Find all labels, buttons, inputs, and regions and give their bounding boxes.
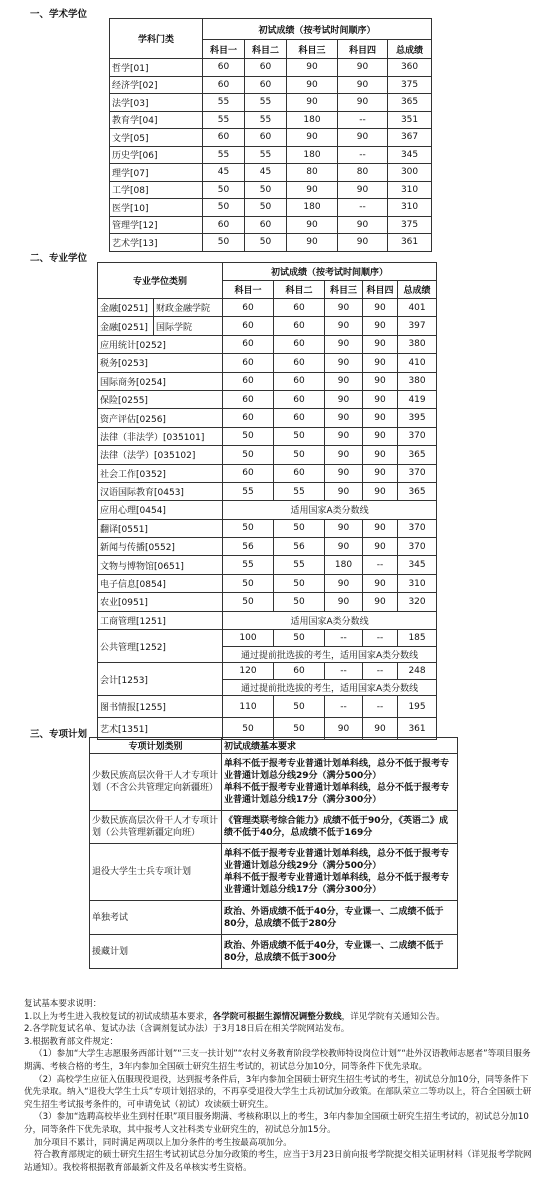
- score-cell: 361: [388, 234, 432, 252]
- header-requirement: 初试成绩基本要求: [222, 738, 458, 754]
- requirement-line: 单科不低于报考专业普通计划单科线，总分不低于报考专业普通计划总分线17分（满分300分）: [224, 783, 450, 805]
- category-cell: 会计[1253]: [98, 663, 223, 696]
- score-cell: 351: [388, 111, 432, 129]
- score-cell: 90: [325, 409, 363, 427]
- score-cell: 90: [363, 446, 398, 464]
- score-cell: 80: [287, 164, 338, 182]
- score-cell: 50: [245, 181, 287, 199]
- score-cell: 90: [363, 482, 398, 500]
- table-row: [90, 811, 458, 844]
- score-cell: 90: [325, 464, 363, 482]
- score-cell: 90: [338, 94, 388, 112]
- score-cell: 60: [223, 409, 274, 427]
- score-cell: 50: [274, 574, 325, 592]
- score-cell: 50: [223, 427, 274, 445]
- score-cell: --: [363, 663, 398, 680]
- score-cell: 50: [203, 181, 245, 199]
- score-note-cell: 适用国家A类分数线: [223, 611, 437, 629]
- score-cell: 50: [274, 446, 325, 464]
- score-cell: 90: [363, 354, 398, 372]
- score-cell: 60: [274, 317, 325, 335]
- score-cell: 90: [363, 427, 398, 445]
- score-cell: 310: [398, 574, 437, 592]
- score-cell: 60: [223, 354, 274, 372]
- score-cell: 55: [223, 482, 274, 500]
- category-cell: 工商管理[1251]: [98, 611, 223, 629]
- requirement-line: 单科不低于报考专业普通计划单科线，总分不低于报考专业普通计划总分线17分（满分300分）: [224, 873, 450, 895]
- score-cell: 90: [363, 335, 398, 353]
- score-cell: 55: [203, 94, 245, 112]
- score-cell: 195: [398, 696, 437, 718]
- header-group: 初试成绩（按考试时间顺序）: [223, 263, 437, 281]
- score-cell: 345: [398, 556, 437, 574]
- score-cell: --: [325, 630, 363, 647]
- category-cell: 新闻与传播[0552]: [98, 538, 223, 556]
- requirement-cell: [222, 811, 458, 844]
- table-row: [90, 901, 458, 935]
- score-cell: 90: [363, 519, 398, 537]
- score-cell: 50: [245, 234, 287, 252]
- score-cell: 60: [223, 299, 274, 317]
- score-cell: --: [363, 696, 398, 718]
- header-col: 科目三: [325, 281, 363, 299]
- score-cell: 401: [398, 299, 437, 317]
- score-cell: 90: [325, 427, 363, 445]
- score-cell: 60: [245, 59, 287, 77]
- score-cell: 50: [274, 519, 325, 537]
- notes-section: [24, 998, 532, 1174]
- score-cell: 375: [388, 216, 432, 234]
- plan-category-cell: 少数民族高层次骨干人才专项计划（不含公共管理定向新疆班）: [90, 754, 222, 811]
- table-row: [98, 317, 437, 335]
- category-cell: 资产评估[0256]: [98, 409, 223, 427]
- score-cell: 60: [274, 663, 325, 680]
- score-cell: 365: [388, 94, 432, 112]
- header-category: 专项计划类别: [90, 738, 222, 754]
- score-cell: 375: [388, 76, 432, 94]
- header-col: 科目二: [274, 281, 325, 299]
- score-cell: 419: [398, 390, 437, 408]
- score-cell: 90: [363, 372, 398, 390]
- special-plan-table: [89, 737, 458, 969]
- discipline-cell: 经济学[02]: [110, 76, 203, 94]
- score-cell: 100: [223, 630, 274, 647]
- header-category: 学科门类: [110, 19, 203, 59]
- score-cell: 90: [287, 59, 338, 77]
- score-cell: 90: [338, 129, 388, 147]
- category-cell: 翻译[0551]: [98, 519, 223, 537]
- category-cell: 文物与博物馆[0651]: [98, 556, 223, 574]
- plan-category-cell: 少数民族高层次骨干人才专项计划（公共管理新疆定向班）: [90, 811, 222, 844]
- professional-degree-table: [97, 262, 437, 740]
- score-cell: 90: [325, 538, 363, 556]
- category-cell: 税务[0253]: [98, 354, 223, 372]
- header-col: 科目一: [203, 40, 245, 59]
- score-cell: 50: [223, 593, 274, 611]
- table-row: [98, 335, 437, 353]
- score-cell: 50: [274, 718, 325, 740]
- table-row: [110, 76, 432, 94]
- table-row: [98, 556, 437, 574]
- note-para-2: （2）高校学生应征入伍服现役退役，达到报考条件后，3年内参加全国硕士研究生招生考试的考生，初试总分加10分，同等条件下优先录取。纳入“退役大学生士兵”专项计划招录的，不再享受退役大学生士兵初试加分政策。在部队荣立二等功以上，符合全国硕士研究生招生考试报考条件的，可申请免试（初试）攻读硕士研究生。: [24, 1074, 532, 1110]
- score-cell: 45: [203, 164, 245, 182]
- score-cell: 60: [274, 390, 325, 408]
- section-title-special: 三、专项计划: [30, 729, 88, 740]
- note-1-post: ，详见学院有关通知公告。: [341, 1011, 445, 1022]
- score-cell: 90: [325, 593, 363, 611]
- score-cell: --: [363, 556, 398, 574]
- discipline-cell: 医学[10]: [110, 199, 203, 217]
- score-cell: 120: [223, 663, 274, 680]
- score-note-cell: 通过提前批选拔的考生，适用国家A类分数线: [223, 679, 437, 696]
- score-cell: 180: [287, 199, 338, 217]
- score-cell: --: [325, 696, 363, 718]
- score-cell: 360: [388, 59, 432, 77]
- score-cell: 90: [325, 519, 363, 537]
- score-cell: 90: [363, 317, 398, 335]
- header-group: 初试成绩（按考试时间顺序）: [203, 19, 432, 40]
- score-cell: --: [325, 663, 363, 680]
- school-cell: 国际学院: [154, 317, 223, 335]
- plan-category-cell: 退役大学生士兵专项计划: [90, 844, 222, 901]
- requirement-cell: [222, 901, 458, 935]
- note-para-4: 加分项目不累计，同时满足两项以上加分条件的考生按最高项加分。: [34, 1137, 292, 1148]
- header-category: 专业学位类别: [98, 263, 223, 299]
- score-cell: 185: [398, 630, 437, 647]
- score-cell: 310: [388, 199, 432, 217]
- score-cell: 90: [338, 59, 388, 77]
- category-cell: 法律（非法学）[035101]: [98, 427, 223, 445]
- score-cell: 90: [325, 718, 363, 740]
- score-cell: 90: [363, 409, 398, 427]
- header-col: 科目一: [223, 281, 274, 299]
- score-cell: 90: [363, 464, 398, 482]
- section-title-professional: 二、专业学位: [30, 253, 88, 264]
- score-note-cell: 通过提前批选拔的考生，适用国家A类分数线: [223, 646, 437, 663]
- score-cell: 90: [325, 482, 363, 500]
- score-cell: 395: [398, 409, 437, 427]
- score-cell: 365: [398, 482, 437, 500]
- discipline-cell: 理学[07]: [110, 164, 203, 182]
- score-cell: 90: [338, 234, 388, 252]
- score-cell: 50: [203, 234, 245, 252]
- score-cell: 90: [363, 593, 398, 611]
- table-row: [98, 696, 437, 718]
- score-cell: 56: [223, 538, 274, 556]
- score-cell: 110: [223, 696, 274, 718]
- header-col: 总成绩: [388, 40, 432, 59]
- score-cell: 361: [398, 718, 437, 740]
- score-cell: 56: [274, 538, 325, 556]
- requirement-line: 政治、外语成绩不低于40分，专业课一、二成绩不低于80分，总成绩不低于300分: [224, 940, 444, 963]
- score-cell: 55: [245, 146, 287, 164]
- score-cell: 367: [388, 129, 432, 147]
- score-cell: 410: [398, 354, 437, 372]
- score-cell: 45: [245, 164, 287, 182]
- header-col: 科目二: [245, 40, 287, 59]
- score-cell: 90: [363, 390, 398, 408]
- category-cell: 应用统计[0252]: [98, 335, 223, 353]
- table-row: [98, 299, 437, 317]
- note-3: 3.根据教育部文件规定：: [24, 1036, 119, 1047]
- note-1-pre: 1.以上为考生进入我校复试的初试成绩基本要求，: [24, 1011, 213, 1022]
- score-cell: 60: [245, 129, 287, 147]
- requirement-cell: [222, 935, 458, 969]
- table-row: [90, 935, 458, 969]
- plan-category-cell: 援藏计划: [90, 935, 222, 969]
- category-cell: 金融[0251]: [98, 317, 154, 335]
- discipline-cell: 历史学[06]: [110, 146, 203, 164]
- score-cell: --: [338, 146, 388, 164]
- score-cell: 90: [363, 718, 398, 740]
- score-cell: 90: [338, 76, 388, 94]
- score-cell: --: [338, 111, 388, 129]
- note-2: 2.各学院复试名单、复试办法（含调剂复试办法）于3月18日后在相关学院网站发布。: [24, 1024, 350, 1035]
- score-cell: 50: [274, 427, 325, 445]
- category-cell: 电子信息[0854]: [98, 574, 223, 592]
- table-row: [110, 216, 432, 234]
- table-row: [90, 754, 458, 811]
- score-cell: --: [338, 199, 388, 217]
- table-row: [98, 427, 437, 445]
- discipline-cell: 教育学[04]: [110, 111, 203, 129]
- score-cell: --: [363, 630, 398, 647]
- score-cell: 90: [325, 372, 363, 390]
- note-1: [24, 1011, 532, 1024]
- requirement-cell: [222, 844, 458, 901]
- score-cell: 90: [287, 76, 338, 94]
- score-cell: 90: [325, 446, 363, 464]
- score-cell: 300: [388, 164, 432, 182]
- category-cell: 农业[0951]: [98, 593, 223, 611]
- score-cell: 60: [274, 464, 325, 482]
- score-cell: 90: [325, 335, 363, 353]
- score-cell: 80: [338, 164, 388, 182]
- score-cell: 310: [388, 181, 432, 199]
- category-cell: 艺术[1351]: [98, 718, 223, 740]
- table-row: [98, 390, 437, 408]
- score-cell: 370: [398, 464, 437, 482]
- score-cell: 370: [398, 519, 437, 537]
- table-row: [110, 234, 432, 252]
- table-row: [110, 94, 432, 112]
- score-cell: 90: [338, 181, 388, 199]
- score-cell: 370: [398, 427, 437, 445]
- score-cell: 55: [203, 146, 245, 164]
- score-cell: 55: [245, 94, 287, 112]
- score-cell: 397: [398, 317, 437, 335]
- score-cell: 180: [325, 556, 363, 574]
- score-cell: 345: [388, 146, 432, 164]
- score-cell: 50: [203, 199, 245, 217]
- requirement-line: 单科不低于报考专业普通计划单科线，总分不低于报考专业普通计划总分线29分（满分500分）: [224, 849, 450, 871]
- score-cell: 50: [274, 593, 325, 611]
- school-cell: 财政金融学院: [154, 299, 223, 317]
- score-cell: 60: [223, 317, 274, 335]
- table-row: [110, 59, 432, 77]
- discipline-cell: 法学[03]: [110, 94, 203, 112]
- header-col: 总成绩: [398, 281, 437, 299]
- score-cell: 50: [223, 574, 274, 592]
- score-cell: 50: [223, 446, 274, 464]
- table-row: [98, 446, 437, 464]
- score-cell: 90: [338, 216, 388, 234]
- score-cell: 55: [203, 111, 245, 129]
- score-cell: 90: [325, 299, 363, 317]
- note-para-3: （3）参加“选聘高校毕业生到村任职”项目服务期满、考核称职以上的考生，3年内参加全国硕士研究生招生考试的，初试总分加10分，同等条件下优先录取，其中报考人文社科类专业研究生的，初试总分加15分。: [24, 1112, 529, 1135]
- score-cell: 60: [274, 335, 325, 353]
- score-cell: 90: [325, 317, 363, 335]
- category-cell: 国际商务[0254]: [98, 372, 223, 390]
- score-cell: 90: [325, 390, 363, 408]
- requirement-cell: [222, 754, 458, 811]
- discipline-cell: 工学[08]: [110, 181, 203, 199]
- score-cell: 60: [203, 216, 245, 234]
- discipline-cell: 文学[05]: [110, 129, 203, 147]
- table-row: [98, 574, 437, 592]
- score-cell: 55: [223, 556, 274, 574]
- score-cell: 55: [245, 111, 287, 129]
- category-cell: 应用心理[0454]: [98, 501, 223, 519]
- score-cell: 320: [398, 593, 437, 611]
- score-cell: 50: [223, 519, 274, 537]
- table-row: [98, 501, 437, 519]
- table-row: [98, 611, 437, 629]
- score-cell: 60: [274, 409, 325, 427]
- score-cell: 60: [203, 59, 245, 77]
- score-cell: 50: [223, 718, 274, 740]
- plan-category-cell: 单独考试: [90, 901, 222, 935]
- table-row: [110, 129, 432, 147]
- score-cell: 55: [274, 482, 325, 500]
- table-row: [98, 354, 437, 372]
- notes-title: 复试基本要求说明：: [24, 999, 102, 1009]
- table-row: [98, 409, 437, 427]
- score-cell: 60: [274, 354, 325, 372]
- requirement-line: 单科不低于报考专业普通计划单科线，总分不低于报考专业普通计划总分线29分（满分500分）: [224, 759, 450, 781]
- header-col: 科目四: [338, 40, 388, 59]
- table-row: [110, 181, 432, 199]
- category-cell: 图书情报[1255]: [98, 696, 223, 718]
- category-cell: 保险[0255]: [98, 390, 223, 408]
- table-row: [110, 199, 432, 217]
- requirement-line: 政治、外语成绩不低于40分，专业课一、二成绩不低于80分，总成绩不低于280分: [224, 906, 444, 929]
- table-row: [98, 372, 437, 390]
- score-cell: 180: [287, 146, 338, 164]
- header-col: 科目四: [363, 281, 398, 299]
- score-cell: 90: [287, 94, 338, 112]
- score-cell: 90: [287, 129, 338, 147]
- score-note-cell: 适用国家A类分数线: [223, 501, 437, 519]
- score-cell: 90: [287, 181, 338, 199]
- score-cell: 90: [363, 299, 398, 317]
- score-cell: 90: [287, 216, 338, 234]
- score-cell: 60: [274, 299, 325, 317]
- score-cell: 60: [223, 335, 274, 353]
- table-row: [98, 482, 437, 500]
- score-cell: 55: [274, 556, 325, 574]
- score-cell: 50: [274, 696, 325, 718]
- category-cell: 法律（法学）[035102]: [98, 446, 223, 464]
- note-1-bold: 各学院可根据生源情况调整分数线: [212, 1011, 342, 1022]
- category-cell: 汉语国际教育[0453]: [98, 482, 223, 500]
- score-cell: 90: [325, 354, 363, 372]
- score-cell: 370: [398, 538, 437, 556]
- note-para-5: 符合教育部规定的硕士研究生招生考试初试总分加分政策的考生，应当于3月23日前向报考学院提交相关证明材料（详见报考学院网站通知）。我校将根据教育部最新文件及名单核实考生资格。: [24, 1150, 532, 1173]
- table-row: [98, 464, 437, 482]
- table-row: [110, 111, 432, 129]
- table-row: [98, 538, 437, 556]
- table-row: [98, 519, 437, 537]
- requirement-line: 《管理类联考综合能力》成绩不低于90分，《英语二》成绩不低于40分，总成绩不低于169分: [224, 816, 449, 838]
- table-row: [90, 844, 458, 901]
- category-cell: 公共管理[1252]: [98, 630, 223, 663]
- discipline-cell: 管理学[12]: [110, 216, 203, 234]
- score-cell: 248: [398, 663, 437, 680]
- score-cell: 50: [274, 630, 325, 647]
- score-cell: 60: [223, 372, 274, 390]
- score-cell: 60: [223, 464, 274, 482]
- score-cell: 90: [363, 574, 398, 592]
- score-cell: 90: [287, 234, 338, 252]
- table-row: [98, 663, 437, 680]
- category-cell: 社会工作[0352]: [98, 464, 223, 482]
- header-col: 科目三: [287, 40, 338, 59]
- score-cell: 60: [203, 76, 245, 94]
- score-cell: 60: [274, 372, 325, 390]
- score-cell: 180: [287, 111, 338, 129]
- score-cell: 90: [325, 574, 363, 592]
- note-para-1: （1）参加“大学生志愿服务西部计划”“三支一扶计划”“农村义务教育阶段学校教师特设岗位计划”“赴外汉语教师志愿者”等项目服务期满、考核合格的考生，3年内参加全国硕士研究生招生考试的，初试总分加10分，同等条件下优先录取。: [24, 1049, 531, 1072]
- score-cell: 60: [203, 129, 245, 147]
- score-cell: 90: [363, 538, 398, 556]
- table-row: [98, 630, 437, 647]
- score-cell: 60: [245, 76, 287, 94]
- score-cell: 60: [245, 216, 287, 234]
- discipline-cell: 艺术学[13]: [110, 234, 203, 252]
- score-cell: 380: [398, 372, 437, 390]
- table-row: [98, 593, 437, 611]
- table-row: [110, 146, 432, 164]
- academic-degree-table: [109, 18, 432, 252]
- score-cell: 380: [398, 335, 437, 353]
- score-cell: 50: [245, 199, 287, 217]
- table-row: [110, 164, 432, 182]
- discipline-cell: 哲学[01]: [110, 59, 203, 77]
- section-title-academic: 一、学术学位: [30, 9, 88, 20]
- score-cell: 60: [223, 390, 274, 408]
- score-cell: 365: [398, 446, 437, 464]
- category-cell: 金融[0251]: [98, 299, 154, 317]
